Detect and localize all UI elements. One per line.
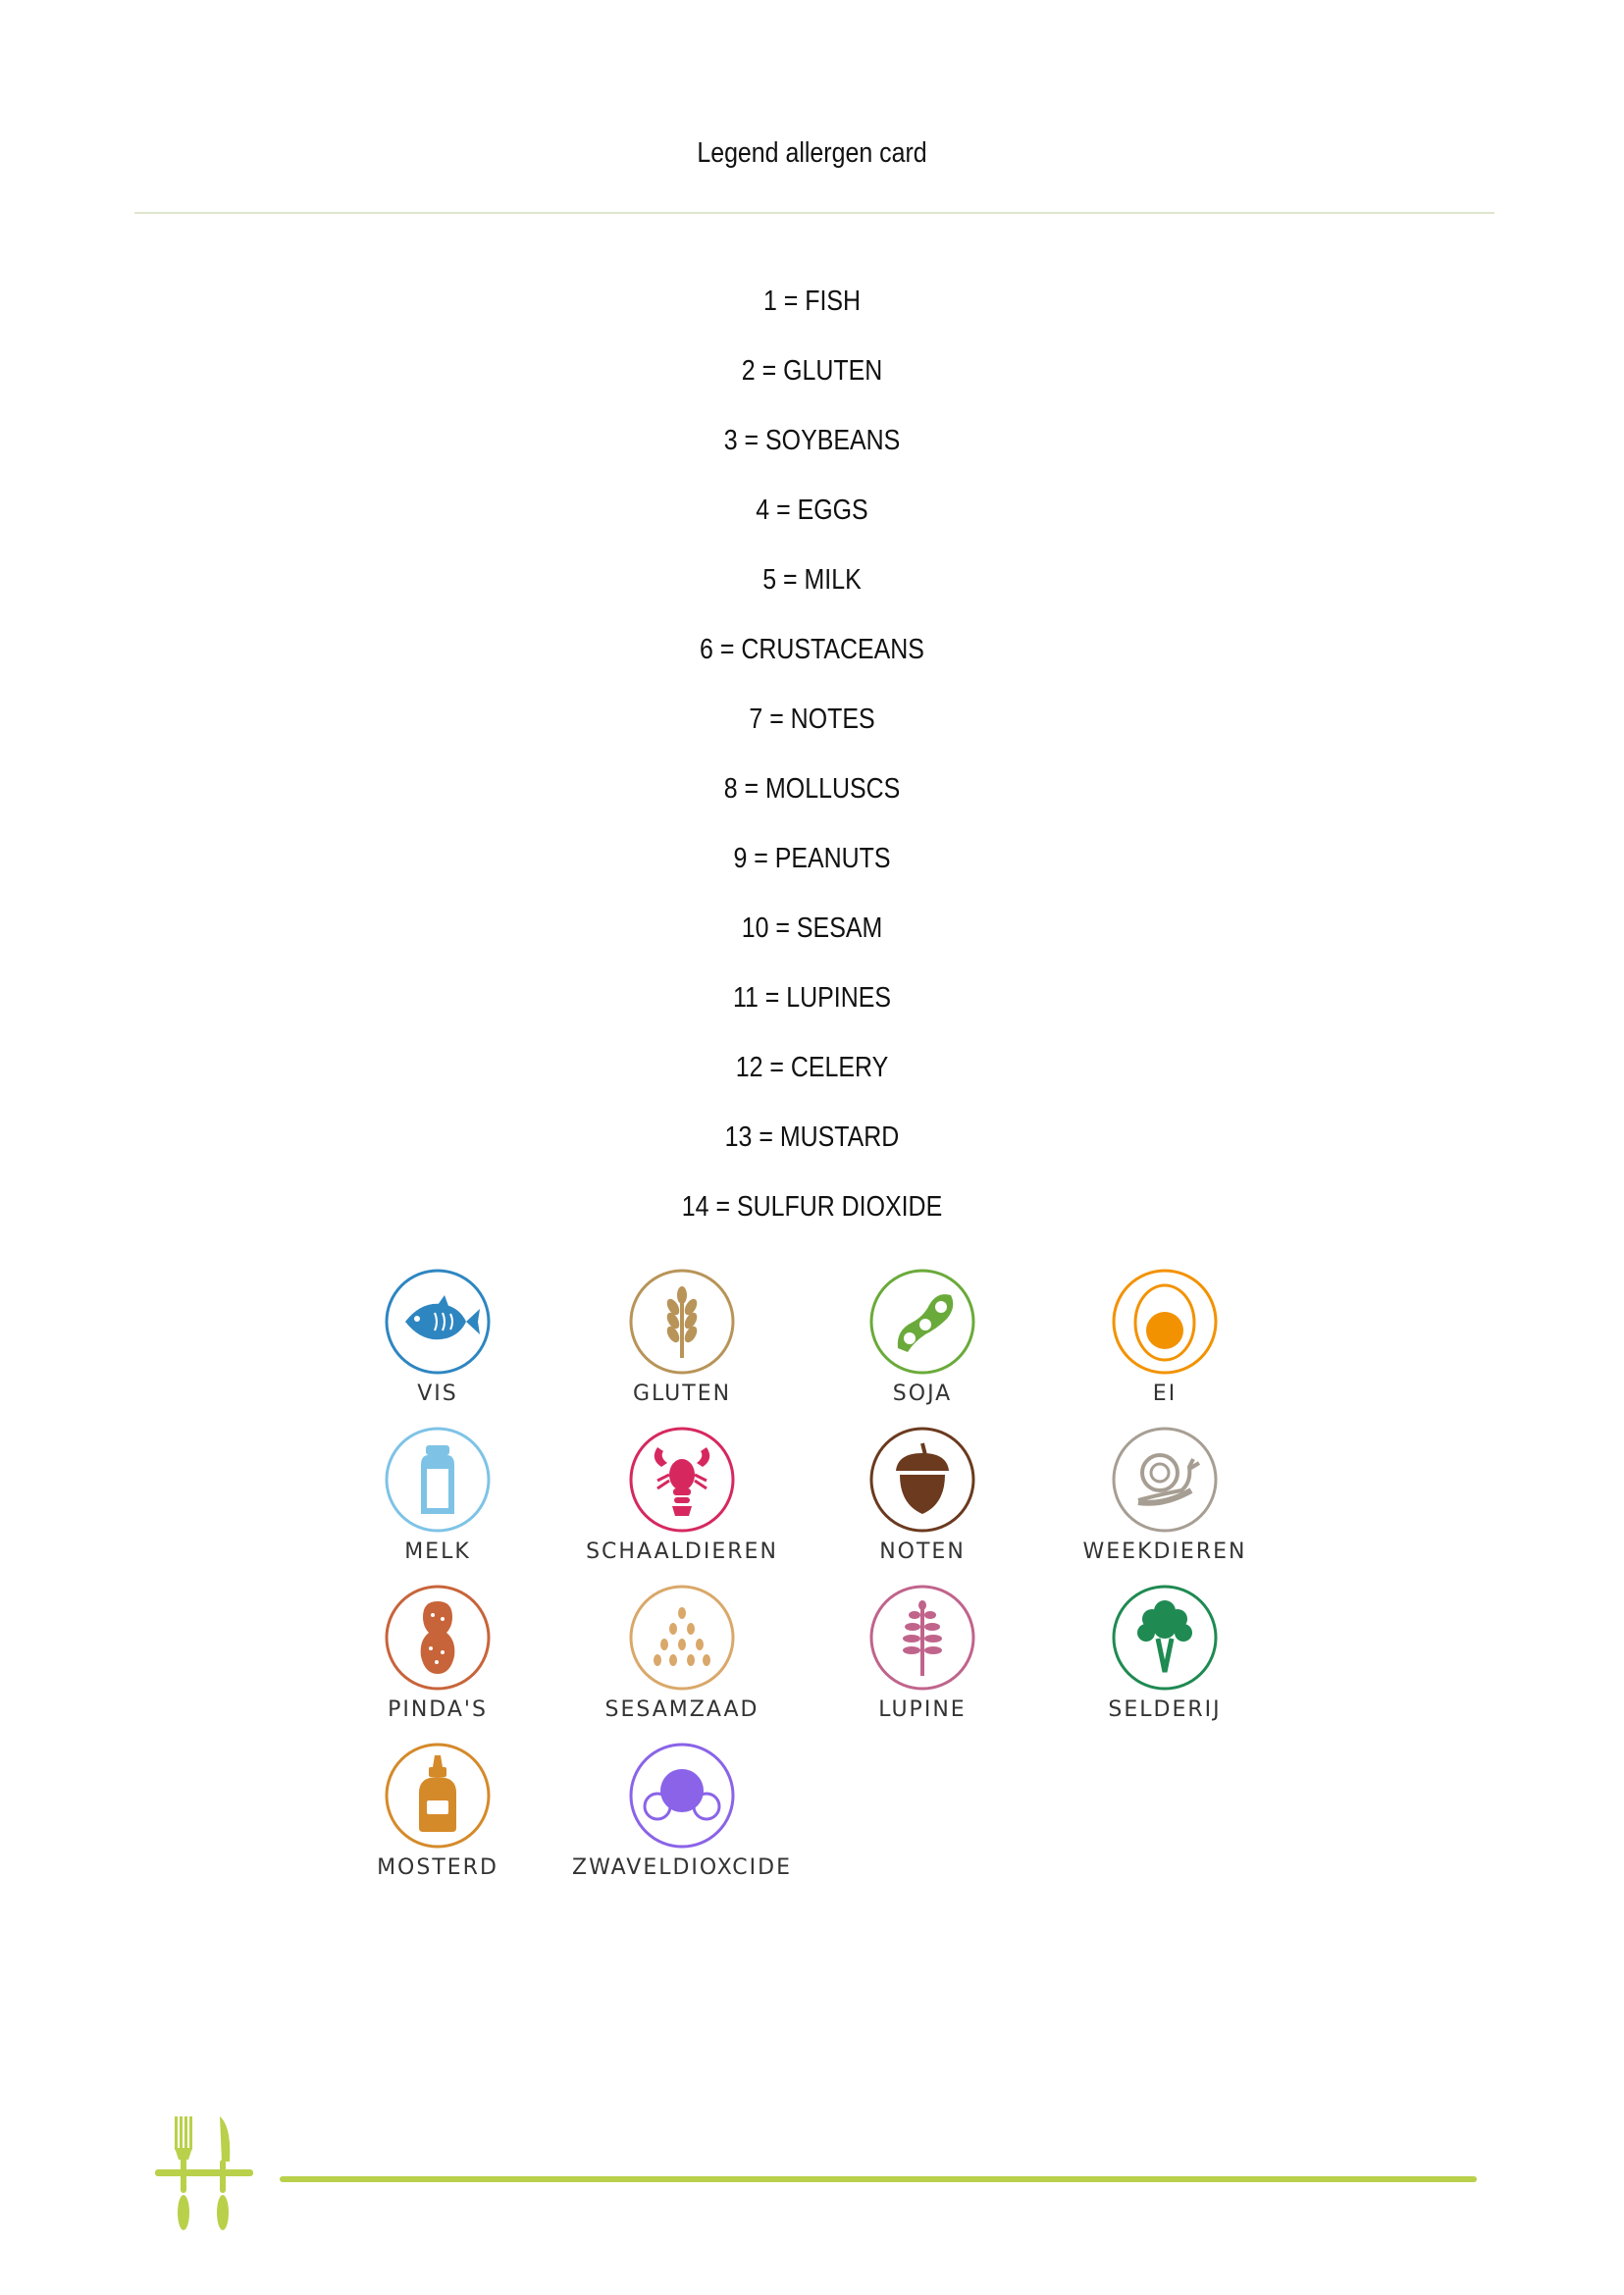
- allergen-selderij: [1047, 1584, 1283, 1722]
- legend-item: 9 = PEANUTS: [733, 843, 891, 874]
- egg-icon: [1111, 1268, 1219, 1376]
- allergen-label: MELK: [404, 1539, 471, 1564]
- allergen-label: NOTEN: [879, 1539, 966, 1564]
- allergen-label: MOSTERD: [377, 1855, 498, 1880]
- soybean-icon: [868, 1268, 976, 1376]
- legend-item: 5 = MILK: [762, 564, 862, 596]
- allergen-soja: [805, 1268, 1040, 1406]
- lobster-icon: [628, 1426, 736, 1534]
- legend-item: 14 = SULFUR DIOXIDE: [681, 1191, 943, 1223]
- allergen-label: ZWAVELDIOXCIDE: [572, 1855, 792, 1880]
- header-divider: [134, 212, 1494, 214]
- legend-item: 4 = EGGS: [756, 495, 868, 526]
- footer-divider: [280, 2176, 1477, 2182]
- celery-icon: [1111, 1584, 1219, 1692]
- allergen-label: SESAMZAAD: [604, 1697, 760, 1722]
- allergen-zwaveldioxcide: [564, 1742, 800, 1880]
- footer-logo: [155, 2114, 253, 2237]
- allergen-label: SELDERIJ: [1108, 1697, 1222, 1722]
- allergen-sesamzaad: [564, 1584, 800, 1722]
- milk-bottle-icon: [384, 1426, 492, 1534]
- legend-item: 7 = NOTES: [749, 704, 875, 735]
- allergen-label: LUPINE: [878, 1697, 967, 1722]
- allergen-label: WEEKDIEREN: [1082, 1539, 1247, 1564]
- allergen-label: SOJA: [892, 1382, 953, 1406]
- allergen-gluten: [564, 1268, 800, 1406]
- legend-item: 13 = MUSTARD: [724, 1121, 900, 1153]
- sulfite-molecule-icon: [628, 1742, 736, 1850]
- legend-item: 8 = MOLLUSCS: [723, 773, 901, 805]
- allergen-schaaldieren: [564, 1426, 800, 1564]
- legend-item: 11 = LUPINES: [732, 982, 892, 1014]
- legend-item: 10 = SESAM: [741, 913, 883, 944]
- allergen-label: EI: [1152, 1382, 1178, 1406]
- allergen-weekdieren: [1047, 1426, 1283, 1564]
- allergen-pindas: [320, 1584, 555, 1722]
- fish-icon: [384, 1268, 492, 1376]
- allergen-mosterd: [320, 1742, 555, 1880]
- legend-item: 12 = CELERY: [735, 1052, 889, 1083]
- acorn-icon: [868, 1426, 976, 1534]
- legend-item: 1 = FISH: [762, 286, 862, 317]
- page-title: Legend allergen card: [697, 137, 927, 169]
- allergen-label: PINDA'S: [388, 1697, 488, 1722]
- allergen-vis: [320, 1268, 555, 1406]
- legend-item: 2 = GLUTEN: [741, 355, 883, 387]
- allergen-noten: [805, 1426, 1040, 1564]
- legend-item: 6 = CRUSTACEANS: [700, 634, 924, 665]
- mustard-bottle-icon: [384, 1742, 492, 1850]
- wheat-icon: [628, 1268, 736, 1376]
- peanut-icon: [384, 1584, 492, 1692]
- sesame-seeds-icon: [628, 1584, 736, 1692]
- allergen-melk: [320, 1426, 555, 1564]
- allergen-label: SCHAALDIEREN: [586, 1539, 778, 1564]
- allergen-label: VIS: [417, 1382, 458, 1406]
- lupine-flower-icon: [868, 1584, 976, 1692]
- fork-knife-icon: [155, 2114, 253, 2232]
- snail-icon: [1111, 1426, 1219, 1534]
- allergen-ei: [1047, 1268, 1283, 1406]
- allergen-lupine: [805, 1584, 1040, 1722]
- allergen-label: GLUTEN: [632, 1382, 732, 1406]
- legend-item: 3 = SOYBEANS: [723, 425, 901, 456]
